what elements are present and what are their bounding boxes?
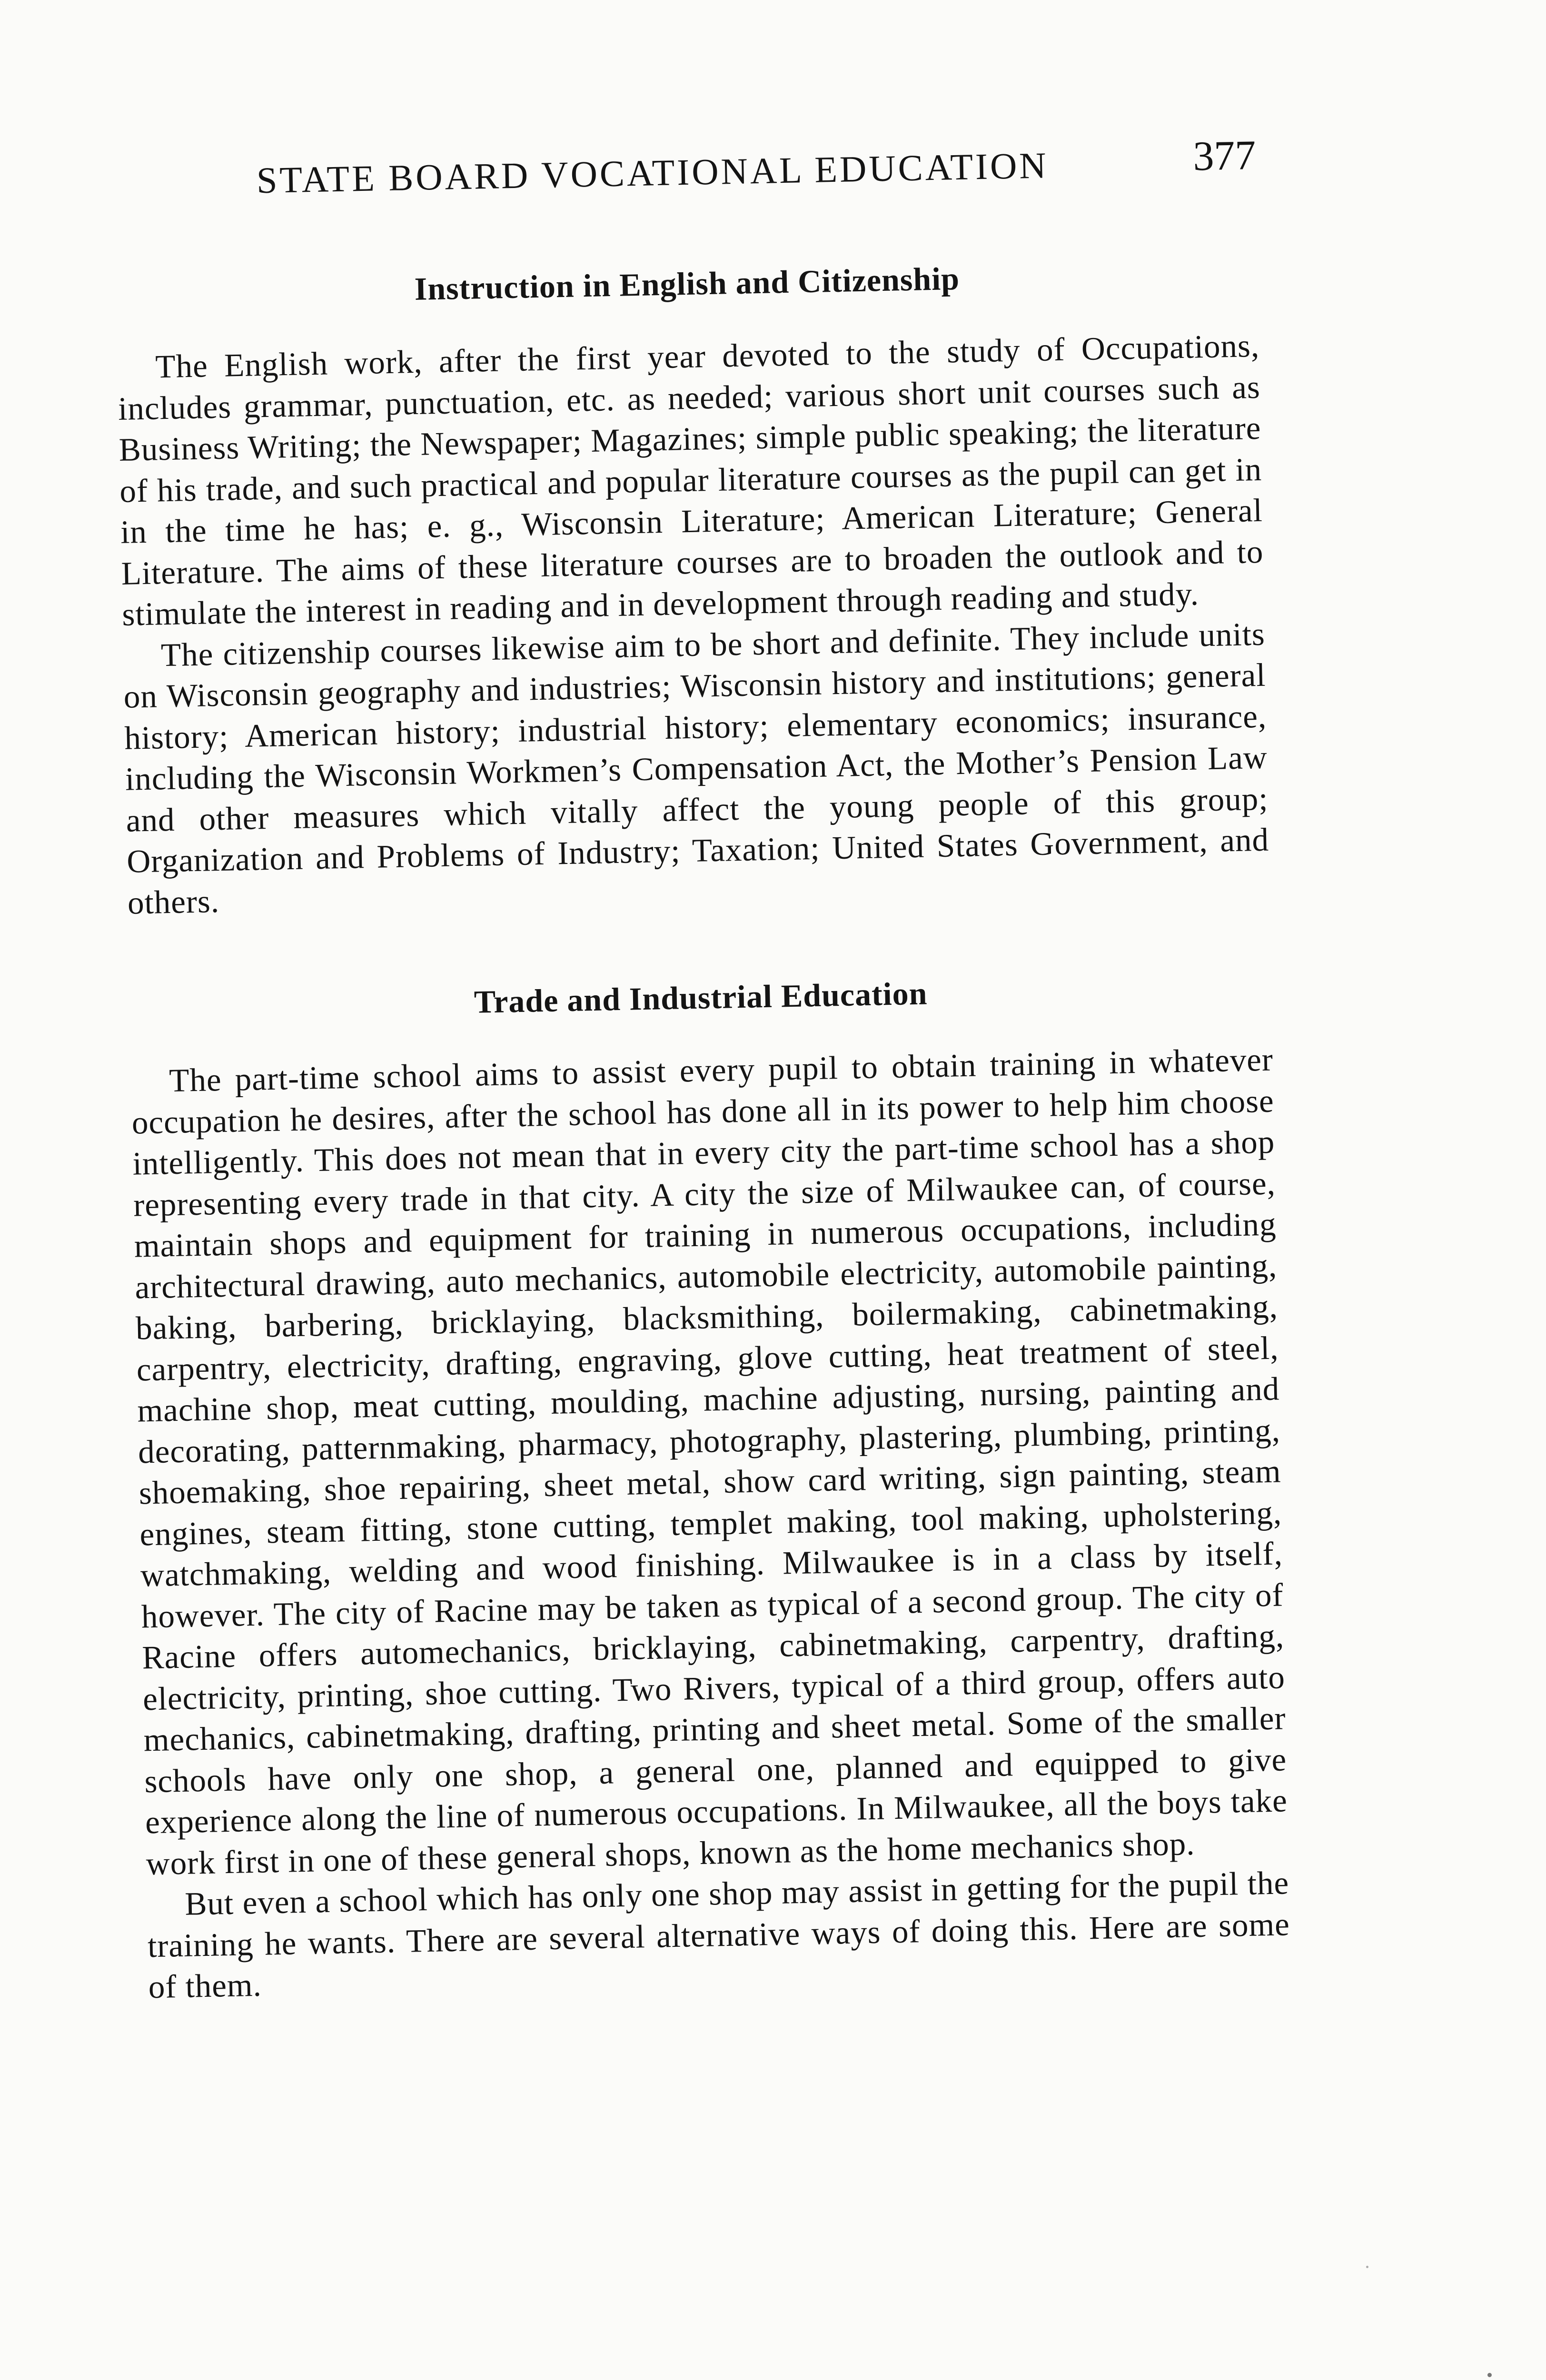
page-number: 377 <box>1192 132 1257 180</box>
section-heading: Trade and Industrial Education <box>474 975 928 1020</box>
section-english-citizenship <box>116 254 1270 923</box>
text-block <box>113 132 1291 2008</box>
section-trade-industrial <box>129 968 1291 2008</box>
section-heading: Instruction in English and Citizenship <box>414 260 960 307</box>
scan-speck <box>1487 2373 1492 2377</box>
paragraph: The English work, after the first year devoted to the study of Occupations, includes grammar, punctuation, etc. as needed; various short unit courses such as Business Writing; the Newspaper; Magazines; simple public speaking; the literature of his trade, and such practical and popular literature courses as the pupil can get in in the time he has; e. g., Wisconsin Literature; American Literature; General Literature. The aims of these literature courses are to broaden the outlook and to stimulate the interest in reading and in development through reading and study. <box>118 327 1264 633</box>
paragraph: The part-time school aims to assist every pupil to obtain training in whatever occupation he desires, after the school has done all in its power to help him choose intelligently. This does not mean that in every city the part-time school has a shop representing every trade in that city. A city the size of Milwaukee can, of course, maintain shops and equipment for training in numerous occupations, including architectural drawing, auto mechanics, automobile electricity, automobile painting, baking, barbering, bricklaying, blacksmithing, boilermaking, cabinetmaking, carpentry, electricity, drafting, engraving, glove cutting, heat treatment of steel, machine shop, meat cutting, moulding, machine adjusting, nursing, painting and decorating, patternmaking, pharmacy, photography, plastering, plumbing, printing, shoemaking, shoe repairing, sheet metal, show card writing, sign painting, steam engines, steam fitting, stone cutting, templet making, tool making, upholstering, watchmaking, welding and wood finishing. Milwaukee is in a class by itself, however. The city of Racine may be taken as typical of a second group. The city of Racine offers automechanics, bricklaying, cabinetmaking, carpentry, drafting, electricity, printing, shoe cutting. Two Rivers, typical of a third group, offers auto mechanics, cabinetmaking, drafting, printing and sheet metal. Some of the smaller schools have only one shop, a general one, planned and equipped to give experience along the line of numerous occupations. In Milwaukee, all the boys take work first in one of these general shops, known as the home mechanics shop. <box>131 1041 1288 1882</box>
running-head <box>113 132 1257 219</box>
running-title: STATE BOARD VOCATIONAL EDUCATION <box>256 144 1049 201</box>
paragraph: But even a school which has only one shop may assist in getting for the pupil the training he wants. There are several alternative ways of doing this. Here are some of them. <box>147 1864 1290 2005</box>
paragraph: The citizenship courses likewise aim to be short and definite. They include units on Wisconsin geography and industries; Wisconsin history and institutions; general history; American history; industrial history; elementary economics; insurance, including the Wisconsin Workmen’s Compensation Act, the Mother’s Pension Law and other measures which vitally affect the young people of this group; Organization and Problems of Industry; Taxation; United States Government, and others. <box>123 615 1269 921</box>
scan-speck <box>1366 2266 1368 2268</box>
